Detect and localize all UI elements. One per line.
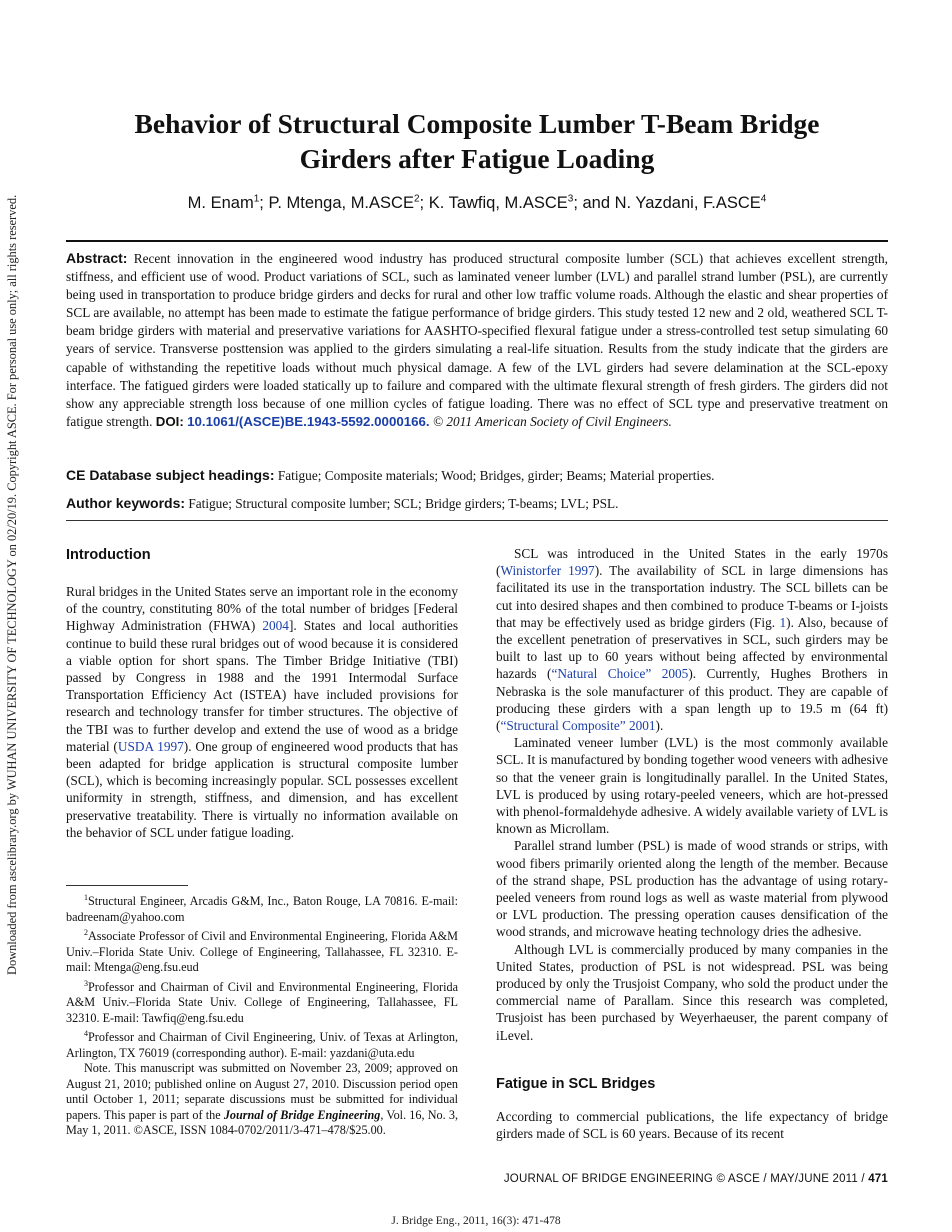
- usda-citation-link[interactable]: USDA 1997: [117, 738, 184, 754]
- figure-1-link[interactable]: 1: [779, 614, 787, 630]
- introduction-heading: Introduction: [66, 547, 151, 563]
- header-rule: [66, 240, 888, 242]
- footnote-rule: [66, 885, 188, 886]
- introduction-paragraph: Rural bridges in the United States serve an important role in the economy of the country, constituting 80% of the total number of bridges [Federal Highway Administration (FHWA) 2004]. States and local authorities continue to build these rural bridges out of wood because it is considered a viable option for short spans. The Timber Bridge Initiative (TBI) passed by Congress in 1988 and the 1991 Intermodal Surface Transportation Efficiency Act (ISTEA) have included provisions for research and technology transfer for timber structures. The objective of the TBI was to further develop and extend the use of wood as a bridge material (USDA 1997). One group of engineered wood products that has been adapted for bridge application is structural composite lumber (SCL), which is becoming increasingly popular. SCL possesses excellent uniformity in strength, stiffness, and dimension, and has excellent preservative treatability. There is virtually no information available on the behavior of SCL under fatigue loading.: [66, 584, 459, 840]
- footnote-1: $^1$Structural Engineer, Arcadis G&M, Inc., Baton Rouge, LA 70816. E-mail: badreenam@yahoo.com: [66, 893, 458, 924]
- section-rule: [66, 520, 888, 521]
- left-column: [66, 545, 458, 841]
- fatigue-heading: Fatigue in SCL Bridges: [496, 1075, 656, 1092]
- author-3: K. Tawfiq, M.ASCE$^3$; and: [428, 193, 615, 212]
- ce-headings-label: CE Database subject headings:: [66, 467, 275, 483]
- author-4: N. Yazdani, F.ASCE$^4$: [614, 193, 767, 212]
- title-line-2: Girders after Fatigue Loading: [299, 143, 655, 174]
- page-number: 471: [868, 1173, 888, 1185]
- abstract-text: Recent innovation in the engineered wood industry has produced structural composite lumber (SCL) that achieves excellent strength, stiffness, and efficient use of wood. Product variations of SCL, such as laminated veneer lumber (LVL) and parallel strand lumber (PSL), are currently being used in transportation to produce bridge girders and decks for rural and other low traffic volume roads. Although the elastic and shear properties of SCL are available, no attempt has been made to estimate the fatigue performance of bridge girders. This study tested 12 new and 2 old, weathered SCL T-beam bridge girders with material and preservative variations for AASHTO-specified flexural fatigue under a stress-controlled test setup simulating 60 years of service. Transverse posttension was applied to the girders simulating a real-life situation. Results from the study indicate that the girders are capable of withstanding the repetitive loads without much physical damage. A few of the LVL girders had severe delamination at the SCL-epoxy interface. The fatigued girders were loaded statically up to failure and compared with the ultimate flexural strength of fresh girders. The girders did not show any appreciable strength loss because of one million cycles of fatigue loading. There was no effect of SCL type and preservative treatment on fatigue strength.: [66, 251, 889, 429]
- right-paragraph-3: Parallel strand lumber (PSL) is made of wood strands or strips, with wood fibers primarily oriented along the length of the member. Because of the strand shape, PSL production has the advantage of using rotary-peeled veneers from round logs as well as waste material from plywood or LVL production. The pressing operation causes densification of the wood strands, and microwave heating technology dries the adhesive.: [496, 838, 888, 940]
- download-watermark: Downloaded from ascelibrary.org by WUHAN UNIVERSITY OF TECHNOLOGY on 02/20/19. Copyright ASCE. For personal use only; all rights reserved.: [5, 194, 19, 975]
- author-list: [60, 188, 894, 214]
- right-paragraph-2: Laminated veneer lumber (LVL) is the most commonly available SCL. It is manufactured by bonding together wood veneers with adhesive so that the veneer grain is longitudinally parallel. In the United States, LVL is produced by using rotary-peeled veneers, which are hot-pressed with phenol-formaldehyde adhesive. A widely available variety of LVL is known as Microllam.: [496, 735, 888, 837]
- footnote-2: $^2$Associate Professor of Civil and Environmental Engineering, Florida A&M Univ.–Florida State Univ. College of Engineering, Tallahassee, FL 32310. E-mail: Mtenga@eng.fsu.eud: [66, 928, 458, 975]
- structural-composite-citation-link[interactable]: “Structural Composite” 2001: [500, 718, 656, 734]
- ce-subject-headings: [66, 466, 888, 485]
- natural-choice-citation-link[interactable]: “Natural Choice” 2005: [551, 666, 689, 682]
- right-paragraph-4: Although LVL is commercially produced by many companies in the United States, production of PSL is not widespread. PSL was being produced by only the Trusjoist Company, who sold the product under the commercial name of Parallam. Since this research was completed, Trusjoist has been purchased by Weyerhaeuser, the parent company of iLevel.: [496, 941, 888, 1043]
- author-1: M. Enam$^1$;: [187, 193, 269, 212]
- footnotes: [66, 890, 458, 1139]
- author-keywords-text: Fatigue; Structural composite lumber; SCL; Bridge girders; T-beams; LVL; PSL.: [188, 496, 619, 511]
- right-paragraph-5: According to commercial publications, the life expectancy of bridge girders made of SCL is 60 years. Because of its recent: [496, 1108, 888, 1142]
- abstract: [66, 249, 888, 431]
- ce-headings-text: Fatigue; Composite materials; Wood; Bridges, girder; Beams; Material properties.: [277, 468, 715, 483]
- manuscript-note: Note. This manuscript was submitted on November 23, 2009; approved on August 21, 2010; published online on August 27, 2010. Discussion period open until October 1, 2011; separate discussions must be submitted for individual papers. This paper is part of the Journal of Bridge Engineering, Vol. 16, No. 3, May 1, 2011. ©ASCE, ISSN 1084-0702/2011/3-471–478/$25.00.: [66, 1061, 458, 1138]
- abstract-label: Abstract:: [66, 250, 128, 266]
- footnote-3: $^3$Professor and Chairman of Civil and Environmental Engineering, Florida A&M Univ.–Florida State Univ. College of Engineering, Tallahassee, FL 32310. E-mail: Tawfiq@eng.fsu.edu: [66, 978, 458, 1025]
- doi-label: DOI:: [155, 413, 184, 429]
- winistorfer-citation-link[interactable]: Winistorfer 1997: [500, 563, 595, 579]
- right-column: [496, 545, 888, 1142]
- running-footer: [504, 1173, 888, 1185]
- copyright-notice: © 2011 American Society of Civil Engineers.: [432, 413, 672, 429]
- right-paragraph-1: SCL was introduced in the United States in the early 1970s (Winistorfer 1997). The availability of SCL in large dimensions has facilitated its use in the transportation industry. The SCL billets can be cut into desired shapes and then combined to produce T-beams or I-joists that may be effectively used as bridge girders (Fig. 1). Also, because of the excellent penetration of preservatives in SCL, such girders may be built to last up to 60 years without being affected by environmental hazards (“Natural Choice” 2005). Currently, Hughes Brothers in Nebraska is the sole manufacturer of this product. They are capable of producing these girders with a span length up to 19.5 m (64 ft) (“Structural Composite” 2001).: [496, 546, 889, 734]
- doi-link[interactable]: 10.1061/(ASCE)BE.1943-5592.0000166.: [187, 413, 430, 429]
- author-keywords: [66, 494, 888, 513]
- author-keywords-label: Author keywords:: [66, 495, 186, 511]
- title-line-1: Behavior of Structural Composite Lumber T-Beam Bridge: [134, 108, 820, 139]
- citation-line: J. Bridge Eng., 2011, 16(3): 471-478: [391, 1215, 561, 1227]
- author-2: P. Mtenga, M.ASCE$^2$;: [268, 193, 429, 212]
- running-footer-text: JOURNAL OF BRIDGE ENGINEERING © ASCE / MAY/JUNE 2011 /: [503, 1173, 869, 1185]
- paper-title: [60, 106, 894, 176]
- fhwa-citation-link[interactable]: 2004: [262, 618, 289, 634]
- footnote-4: $^4$Professor and Chairman of Civil Engineering, Univ. of Texas at Arlington, Arlington, TX 76019 (corresponding author). E-mail: yazdani@uta.edu: [66, 1029, 458, 1060]
